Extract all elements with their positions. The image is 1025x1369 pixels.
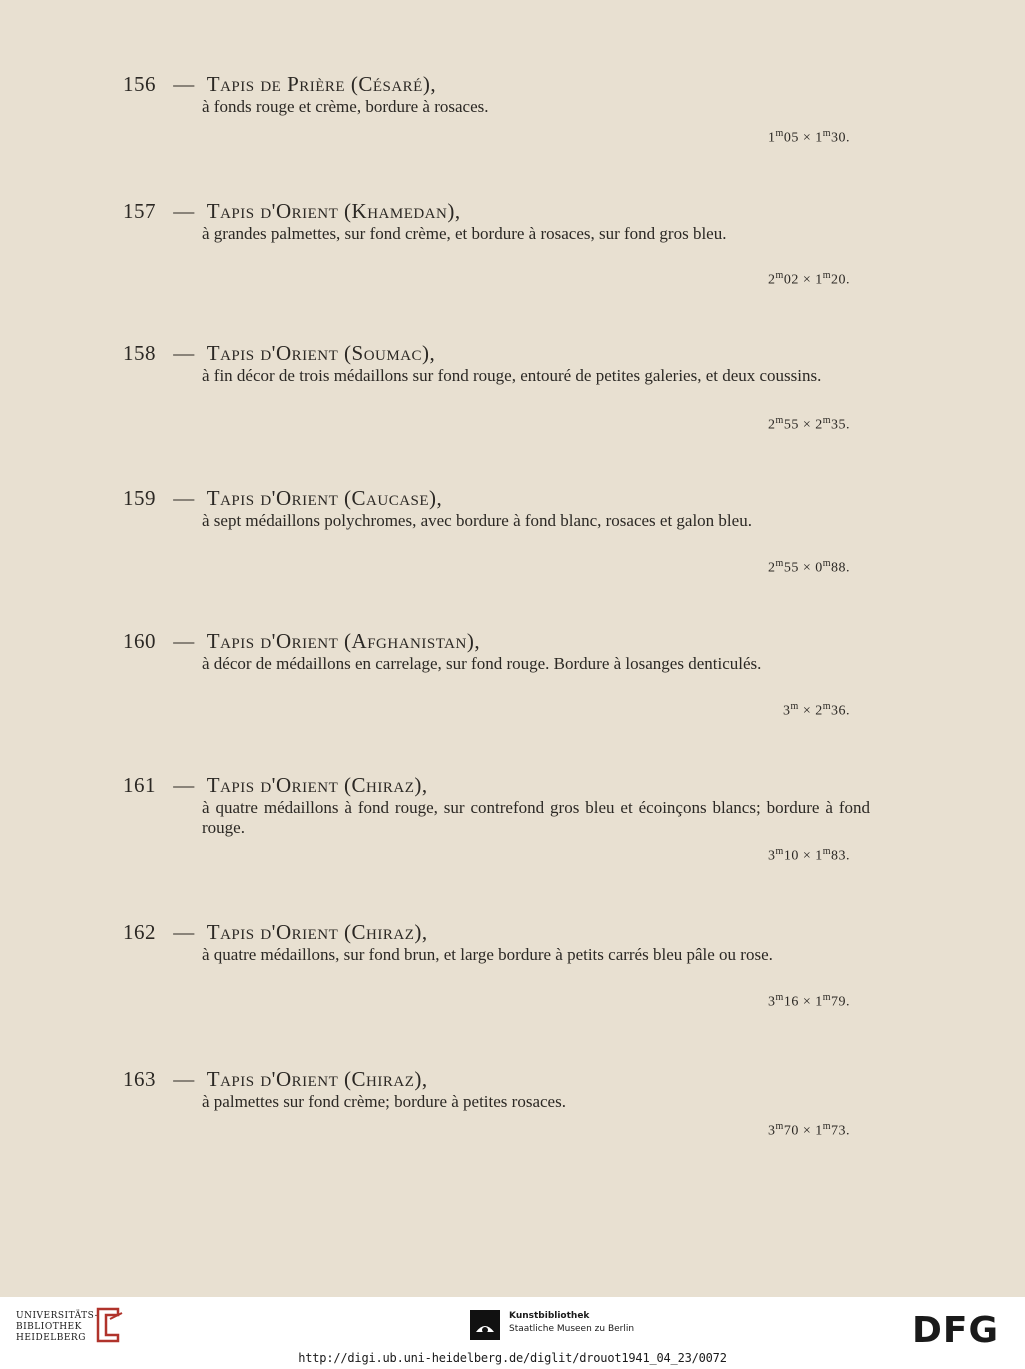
entry-dimensions: $2^m02 \times 1^m20$. [768,270,850,288]
entry-description: à quatre médaillons, sur fond brun, et large bordure à petits carrés bleu pâle ou rose. [202,945,773,964]
entry-dimensions: $2^m55 \times 2^m35$. [768,415,850,433]
entry-heading [123,341,435,365]
entry-title: Tapis d'Orient (Chiraz), [206,920,428,944]
entry-number: 160 [123,629,156,653]
kunstbibliothek-text [509,1310,634,1336]
entry-number: 163 [123,1067,156,1091]
entry-heading [123,72,436,96]
entry-number: 156 [123,72,156,96]
entry-dimensions: $2^m55 \times 0^m88$. [768,558,850,576]
entry-description: à décor de médaillons en carrelage, sur fond rouge. Bordure à losanges denticulés. [202,654,762,673]
university-logo-line: HEIDELBERG [16,1333,86,1343]
entry-dash: — [173,486,195,510]
entry-heading [123,486,442,510]
university-emblem-icon [92,1305,124,1345]
entry-description: à palmettes sur fond crème; bordure à petites rosaces. [202,1092,566,1111]
entry-dash: — [173,629,195,653]
entry-number: 158 [123,341,156,365]
entry-number: 157 [123,199,156,223]
entry-description: à grandes palmettes, sur fond crème, et bordure à rosaces, sur fond gros bleu. [202,224,727,243]
entry-title: Tapis de Prière (Césaré), [206,72,437,96]
entry-title: Tapis d'Orient (Chiraz), [206,773,428,797]
entry-heading [123,773,428,797]
entry-title: Tapis d'Orient (Afghanistan), [206,629,481,653]
entry-number: 159 [123,486,156,510]
entry-description: à sept médaillons polychromes, avec bordure à fond blanc, rosaces et galon bleu. [202,511,752,530]
entry-dash: — [173,920,195,944]
university-library-logo[interactable] [16,1311,98,1344]
entry-heading [123,1067,428,1091]
entry-heading [123,199,461,223]
entry-dash: — [173,1067,195,1091]
entry-description: à fin décor de trois médaillons sur fond rouge, entouré de petites galeries, et deux coussins. [202,366,822,385]
entry-description: à fonds rouge et crème, bordure à rosaces. [202,97,489,116]
entry-dimensions: $3^m \times 2^m36$. [783,701,850,719]
page-url-link[interactable]: http://digi.ub.uni-heidelberg.de/diglit/drouot1941_04_23/0072 [298,1351,727,1365]
entry-dash: — [173,199,195,223]
university-logo-line: UNIVERSITÄTS- [16,1311,99,1321]
university-logo-line: BIBLIOTHEK [16,1322,82,1332]
entry-dash: — [173,341,195,365]
kunstbibliothek-subtitle: Staatliche Museen zu Berlin [509,1324,635,1334]
entry-heading [123,920,428,944]
entry-number: 162 [123,920,156,944]
entry-description: à quatre médaillons à fond rouge, sur contrefond gros bleu et écoinçons blancs; bordure à fond rouge. [202,798,870,837]
entry-dimensions: $1^m05 \times 1^m30$. [768,128,850,146]
entry-number: 161 [123,773,156,797]
entry-title: Tapis d'Orient (Soumac), [206,341,436,365]
entry-dash: — [173,773,195,797]
entry-dash: — [173,72,195,96]
digitization-footer [0,1297,1025,1369]
entry-heading [123,629,480,653]
kunstbibliothek-name: Kunstbibliothek [509,1311,590,1321]
entry-title: Tapis d'Orient (Chiraz), [206,1067,428,1091]
kunstbibliothek-emblem-icon [470,1310,500,1340]
entry-title: Tapis d'Orient (Caucase), [206,486,443,510]
entry-dimensions: $3^m16 \times 1^m79$. [768,992,850,1010]
entry-dimensions: $3^m10 \times 1^m83$. [768,846,850,864]
entry-title: Tapis d'Orient (Khamedan), [206,199,461,223]
entry-dimensions: $3^m70 \times 1^m73$. [768,1121,850,1139]
dfg-logo[interactable]: DFG [912,1310,1000,1351]
